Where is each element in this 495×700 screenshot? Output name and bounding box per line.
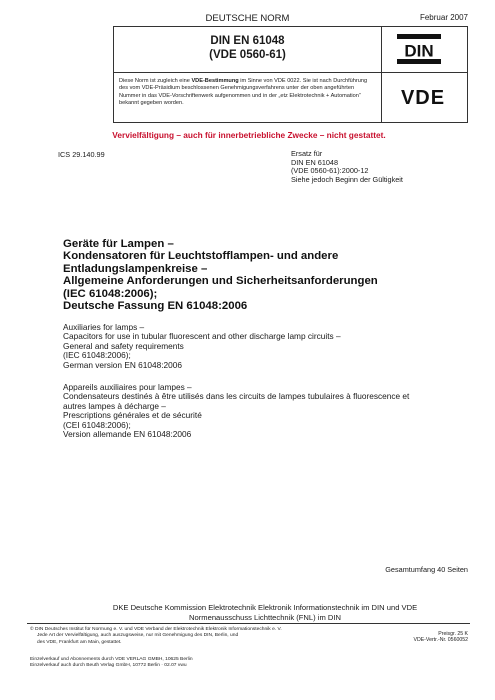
din-logo-icon [396,33,442,65]
committee-line: Normenausschuss Lichttechnik (FNL) im DIN [189,612,341,622]
replaces-line: Siehe jedoch Beginn der Gültigkeit [291,174,403,184]
committee-line: DKE Deutsche Kommission Elektrotechnik Elektronik Informationstechnik im DIN und VDE [112,603,418,612]
price-group: Preisgr. 25 K [438,631,468,637]
vde-note-part2: im Sinne von VDE 0022. Sie ist nach Durchführung des vom VDE-Präsidium beschlossenen Genehmigungsverfahrens unter der oben angeführten Nummer in das VDE-Vorschriftenwerk aufgenommen und in der „etz Elektrotechnik + Automation“ bekannt gegeben worden. [119,78,368,106]
copyright-notice [30,627,350,646]
committee-block [30,603,495,622]
title-line: (CEI 61048:2006); [63,419,131,430]
copyright-line: Jede Art der Vervielfältigung, auch auszugsweise, nur mit Genehmigung des DIN, Berlin, und [37,633,239,639]
frame-divider-horizontal [113,72,468,73]
vde-note-bold: VDE-Bestimmung [191,78,239,84]
title-line: Entladungslampenkreise – [63,262,208,275]
title-line: (IEC 61048:2006); [63,350,131,361]
price-info [380,631,468,644]
title-line: Geräte für Lampen – [63,238,174,250]
replaces-block [291,150,471,184]
frame-divider-vertical [381,26,382,123]
vde-logo-text: VDE [400,87,446,108]
replaces-line: (VDE 0560-61):2000-12 [291,166,369,175]
title-line: (IEC 61048:2006); [63,287,158,300]
replaces-line: Ersatz für [291,149,323,158]
vde-approval-note [119,78,377,107]
sales-line: Einzelverkauf auch durch Beuth Verlag GmbH, 10772 Berlin · 02.07 vwu [30,663,187,669]
title-english [63,323,463,370]
title-line: autres lampes à décharge – [63,400,166,411]
document-number: DIN EN 61048 [210,35,285,47]
title-line: Deutsche Fassung EN 61048:2006 [63,300,248,313]
document-vde-number: (VDE 0560-61) [209,49,286,61]
reproduction-warning: Vervielfältigung – auch für innerbetriebliche Zwecke – nicht gestattet. [112,130,386,140]
norm-type-label: DEUTSCHE NORM [205,13,290,24]
copyright-line: © DIN Deutsches Institut für Normung e. V. und VDE Verband der Elektrotechnik Elektronik Informationstechnik e. V. [30,627,282,632]
vde-distribution-number: VDE-Vertr.-Nr. 0560052 [413,637,468,644]
title-line: Appareils auxiliaires pour lampes – [63,382,192,392]
title-line: Kondensatoren für Leuchtstofflampen- und andere [63,250,339,263]
vde-logo-icon [388,86,458,108]
title-line: Auxiliaries for lamps – [63,322,145,332]
sales-line: Einzelverkauf und Abonnements durch VDE VERLAG GMBH, 10625 Berlin [30,657,193,662]
title-line: Prescriptions générales et de sécurité [63,410,202,421]
sales-info [30,657,350,670]
din-logo-text: DIN [404,41,434,61]
title-german [63,238,463,312]
publication-date: Februar 2007 [419,13,468,22]
ics-code: ICS 29.140.99 [58,150,105,159]
title-line: German version EN 61048:2006 [63,359,182,370]
footer-divider [27,623,470,624]
copyright-line: des VDE, Frankfurt am Main, gestattet. [37,639,122,645]
title-line: Allgemeine Anforderungen und Sicherheitsanforderungen [63,275,378,288]
total-pages: Gesamtumfang 40 Seiten [385,565,468,574]
title-line: Capacitors for use in tubular fluorescent and other discharge lamp circuits – [63,331,341,342]
title-french [63,383,473,439]
title-line: General and safety requirements [63,340,184,351]
title-line: Version allemande EN 61048:2006 [63,429,192,440]
replaces-line: DIN EN 61048 [291,157,339,167]
title-line: Condensateurs destinés à être utilisés dans les circuits de lampes tubulaires à fluorescence et [63,391,410,402]
vde-note-part1: Diese Norm ist zugleich eine [119,78,192,84]
